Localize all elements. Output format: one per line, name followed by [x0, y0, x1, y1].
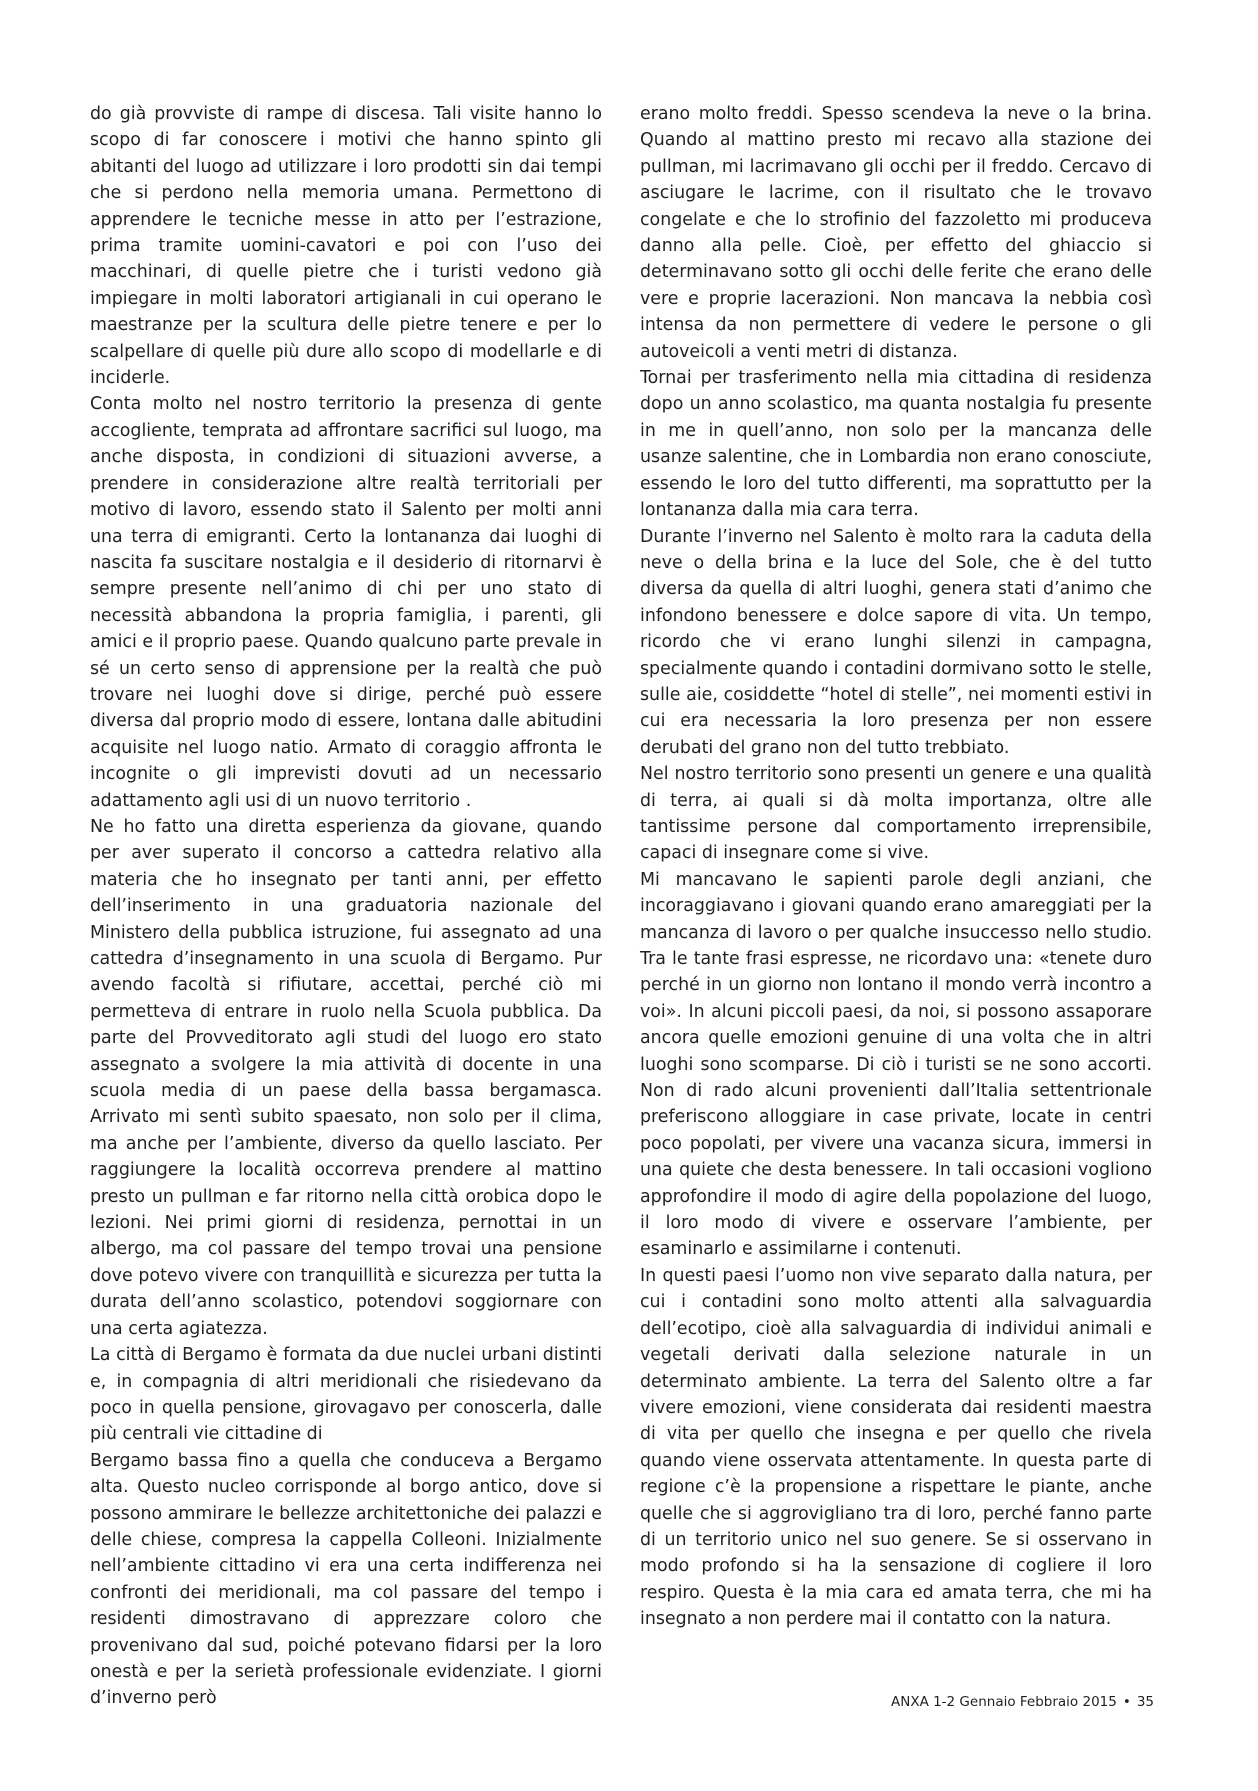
- paragraph: Durante l’inverno nel Salento è molto rara la caduta della neve o della brina e la luce del Sole, che è del tutto diversa da quella di altri luoghi, genera stati d’animo che infondono benessere e dolce sapore di vita. Un tempo, ricordo che vi erano lunghi silenzi in campagna, specialmente quando i contadini dormivano sotto le stelle, sulle aie, cosiddette “hotel di stelle”, nei momenti estivi in cui era necessaria la loro presenza per non essere derubati del grano non del tutto trebbiato.: [640, 526, 1152, 758]
- paragraph: La città di Bergamo è formata da due nuclei urbani distinti e, in compagnia di altri meridionali che risiedevano da poco in quella pensione, girovagavo per conoscerla, dalle più centrali vie cittadine di: [90, 1345, 602, 1445]
- page-number: 35: [1136, 1694, 1154, 1710]
- paragraph: Ne ho fatto una diretta esperienza da giovane, quando per aver superato il concorso a cattedra relativo alla materia che ho insegnato per tanti anni, per effetto dell’inserimento in una graduatoria nazionale del Ministero della pubblica istruzione, fui assegnato ad una cattedra d’insegnamento in una scuola di Bergamo. Pur avendo facoltà si rifiutare, accettai, perché ciò mi permetteva di entrare in ruolo nella Scuola pubblica. Da parte del Provveditorato agli studi del luogo ero stato assegnato a svolgere la mia attività di docente in una scuola media di un paese della bassa bergamasca. Arrivato mi sentì subito spaesato, non solo per il clima, ma anche per l’ambiente, diverso da quello lasciato. Per raggiungere la località occorreva prendere al mattino presto un pullman e far ritorno nella città orobica dopo le lezioni. Nei primi giorni di residenza, pernottai in un albergo, ma col passare del tempo trovai una pensione dove potevo vivere con tranquillità e sicurezza per tutta la durata dell’anno scolastico, potendovi soggiornare con una certa agiatezza.: [90, 816, 602, 1339]
- article-right-column: [640, 101, 1152, 1633]
- paragraph: Nel nostro territorio sono presenti un genere e una qualità di terra, ai quali si dà molta importanza, oltre alle tantissime persone dal comportamento irreprensibile, capaci di insegnare come si vive.: [640, 764, 1152, 864]
- paragraph: do già provviste di rampe di discesa. Tali visite hanno lo scopo di far conoscere i motivi che hanno spinto gli abitanti del luogo ad utilizzare i loro prodotti sin dai tempi che si perdono nella memoria umana. Permettono di apprendere le tecniche messe in atto per l’estrazione, prima tramite uomini-cavatori e poi con l’uso dei macchinari, di quelle pietre che i turisti vedono già impiegare in molti laboratori artigianali in cui operano le maestranze per la scultura delle pietre tenere e per lo scalpellare di quelle più dure allo scopo di modellarle e di inciderle.: [90, 104, 602, 389]
- paragraph: Conta molto nel nostro territorio la presenza di gente accogliente, temprata ad affrontare sacrifici sul luogo, ma anche disposta, in condizioni di situazioni avverse, a prendere in considerazione altre realtà territoriali per motivo di lavoro, essendo stato il Salento per molti anni una terra di emigranti. Certo la lontananza dai luoghi di nascita fa suscitare nostalgia e il desiderio di ritornarvi è sempre presente nell’animo di chi per uno stato di necessità abbandona la propria famiglia, i parenti, gli amici e il proprio paese. Quando qualcuno parte prevale in sé un certo senso di apprensione per la realtà che può trovare nei luoghi dove si dirige, perché può essere diversa dal proprio modo di essere, lontana dalle abitudini acquisite nel luogo natio. Armato di coraggio affronta le incognite o gli imprevisti dovuti ad un necessario adattamento agli usi di un nuovo territorio .: [90, 394, 602, 811]
- paragraph: Bergamo bassa fino a quella che conduceva a Bergamo alta. Questo nucleo corrisponde al borgo antico, dove si possono ammirare le bellezze architettoniche dei palazzi e delle chiese, compresa la cappella Colleoni. Inizialmente nell’ambiente cittadino vi era una certa indifferenza nei confronti dei meridionali, ma col passare del tempo i residenti dimostravano di apprezzare coloro che provenivano dal sud, poiché potevano fidarsi per la loro onestà e per la serietà professionale evidenziate. I giorni d’inverno però: [90, 1450, 602, 1709]
- footer-separator: •: [1122, 1694, 1131, 1710]
- paragraph: Tornai per trasferimento nella mia cittadina di residenza dopo un anno scolastico, ma quanta nostalgia fu presente in me in quell’anno, non solo per la mancanza delle usanze salentine, che in Lombardia non erano conosciute, essendo le loro del tutto differenti, ma soprattutto per la lontananza dalla mia cara terra.: [640, 368, 1152, 521]
- paragraph: Mi mancavano le sapienti parole degli anziani, che incoraggiavano i giovani quando erano amareggiati per la mancanza di lavoro o per qualche insuccesso nello studio. Tra le tante frasi espresse, ne ricordavo una: «tenete duro perché in un giorno non lontano il mondo verrà incontro a voi». In alcuni piccoli paesi, da noi, si possono assaporare ancora quelle emozioni genuine di una volta che in altri luoghi sono scomparse. Di ciò i turisti se ne sono accorti. Non di rado alcuni provenienti dall’Italia settentrionale preferiscono alloggiare in case private, locate in centri poco popolati, per vivere una vacanza sicura, immersi in una quiete che desta benessere. In tali occasioni vogliono approfondire il modo di agire della popolazione del luogo, il loro modo di vivere e osservare l’ambiente, per esaminarlo e assimilarne i contenuti.: [640, 869, 1152, 1260]
- page-footer: [891, 1693, 1154, 1711]
- article-left-column: [90, 101, 602, 1712]
- publication-issue: ANXA 1-2 Gennaio Febbraio 2015: [890, 1694, 1117, 1710]
- paragraph: In questi paesi l’uomo non vive separato dalla natura, per cui i contadini sono molto attenti alla salvaguardia dell’ecotipo, cioè alla salvaguardia di individui animali e vegetali derivati dalla selezione naturale in un determinato ambiente. La terra del Salento oltre a far vivere emozioni, viene considerata dai residenti maestra di vita per quello che insegna e per quello che rivela quando viene osservata attentamente. In questa parte di regione c’è la propensione a rispettare le piante, anche quelle che si aggrovigliano tra di loro, perché fanno parte di un territorio unico nel suo genere. Se si osservano in modo profondo si ha la sensazione di cogliere il loro respiro. Questa è la mia cara ed amata terra, che mi ha insegnato a non perdere mai il contatto con la natura.: [640, 1265, 1152, 1630]
- paragraph: erano molto freddi. Spesso scendeva la neve o la brina. Quando al mattino presto mi recavo alla stazione dei pullman, mi lacrimavano gli occhi per il freddo. Cercavo di asciugare le lacrime, con il risultato che le trovavo congelate e che lo strofinio del fazzoletto mi produceva danno alla pelle. Cioè, per effetto del ghiaccio si determinavano sotto gli occhi delle ferite che erano delle vere e proprie lacerazioni. Non mancava la nebbia così intensa da non permettere di vedere le persone o gli autoveicoli a venti metri di distanza.: [640, 104, 1152, 362]
